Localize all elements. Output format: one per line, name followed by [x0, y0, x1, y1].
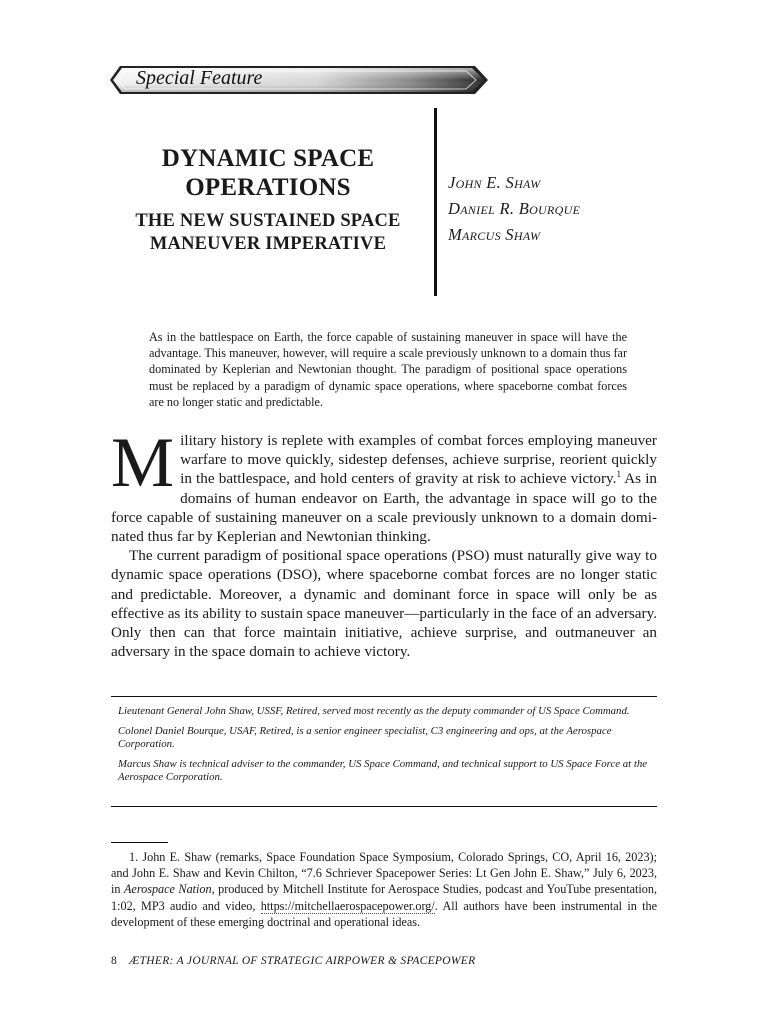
author-name: Marcus Shaw	[448, 225, 541, 244]
paragraph-text: ilitary history is replete with examples of combat forces employing maneuver warfare to move quickly, sidestep defenses, achieve surprise, reorient quickly in the battlespace, and hold centers of gravity at risk to achieve victory.	[180, 432, 657, 488]
page-number: 8	[111, 955, 118, 967]
author-name: John E. Shaw	[448, 173, 541, 192]
footnote-text: , produced by Mitchell Institute for Aerospace Studies, podcast and YouTube presentation, 1:02, MP3 audio and video,	[111, 882, 657, 913]
paragraph-text: As in domains of human endeavor on Earth, the advantage in space will go to the force capable of sustaining maneuver on a scale previously unknown to a domain dominated thus far by Keplerian and Newtonian thinking.	[111, 470, 658, 546]
article-abstract: As in the battlespace on Earth, the force capable of sustaining maneuver in space will have the advantage. This maneuver, however, will require a scale previously unknown to a domain thus far dominated by Keplerian and Newtonian thought. The paradigm of positional space operations must be replaced by a paradigm of dynamic space operations, where spaceborne combat forces are no longer static and predictable.	[149, 330, 627, 409]
footnote-text: . All authors have been instrumental in the development of these emerging doctrinal and operational ideas.	[111, 898, 657, 929]
article-body	[111, 424, 658, 661]
drop-cap: M	[111, 424, 175, 502]
body-paragraph: The current paradigm of positional space operations (PSO) must naturally give way to dynamic space operations (DSO), where spaceborne combat forces are no longer static and predictable. Moreover, a dynamic and dominant force in space will only be as effective as its ability to sustain space maneuver—particularly in the face of an adversary. Only then can that force maintain initiative, achieve surprise, and outmaneuver an adversary in the space domain to achieve victory.	[111, 547, 657, 661]
author-name: Daniel R. Bourque	[448, 199, 581, 218]
bio-box-bottom-rule	[111, 806, 657, 807]
author-bio: Colonel Daniel Bourque, USAF, Retired, is a senior engineer specialist, C3 engineering and ops, at the Aerospace Corporation.	[118, 725, 612, 750]
page-footer	[111, 955, 475, 967]
author-bio: Marcus Shaw is technical adviser to the commander, US Space Command, and technical support to US Space Force at the Aerospace Corporation.	[118, 758, 648, 783]
special-feature-label: Special Feature	[136, 67, 263, 89]
bio-box-top-rule	[111, 696, 657, 697]
article-title: DYNAMIC SPACE OPERATIONS	[161, 145, 375, 201]
title-author-divider	[434, 108, 437, 296]
author-list	[448, 170, 668, 248]
footnote-text: 1. John E. Shaw (remarks, Space Foundation Space Symposium, Colorado Springs, CO, April 16, 2023); and John E. Shaw and Kevin Chilton, “7.6 Schriever Spacepower Series: Lt Gen John E. Shaw,” July 6, 2023, in	[111, 850, 657, 897]
footnote-reference[interactable]: 1	[616, 469, 621, 480]
footnote	[111, 849, 657, 930]
footnote-link[interactable]: https://mitchellaerospacepower.org/	[260, 898, 435, 913]
article-title-block	[128, 144, 408, 256]
footnote-rule	[111, 842, 168, 843]
journal-name: ÆTHER: A JOURNAL OF STRATEGIC AIRPOWER & SPACEPOWER	[129, 955, 476, 967]
footnote-italic-title: Aerospace Nation	[123, 882, 212, 897]
article-subtitle: THE NEW SUSTAINED SPACE MANEUVER IMPERATIVE	[135, 211, 401, 254]
author-bios	[118, 705, 648, 791]
body-paragraph	[111, 424, 658, 546]
special-feature-banner	[110, 64, 490, 96]
author-bio: Lieutenant General John Shaw, USSF, Retired, served most recently as the deputy commander of US Space Command.	[118, 705, 630, 717]
